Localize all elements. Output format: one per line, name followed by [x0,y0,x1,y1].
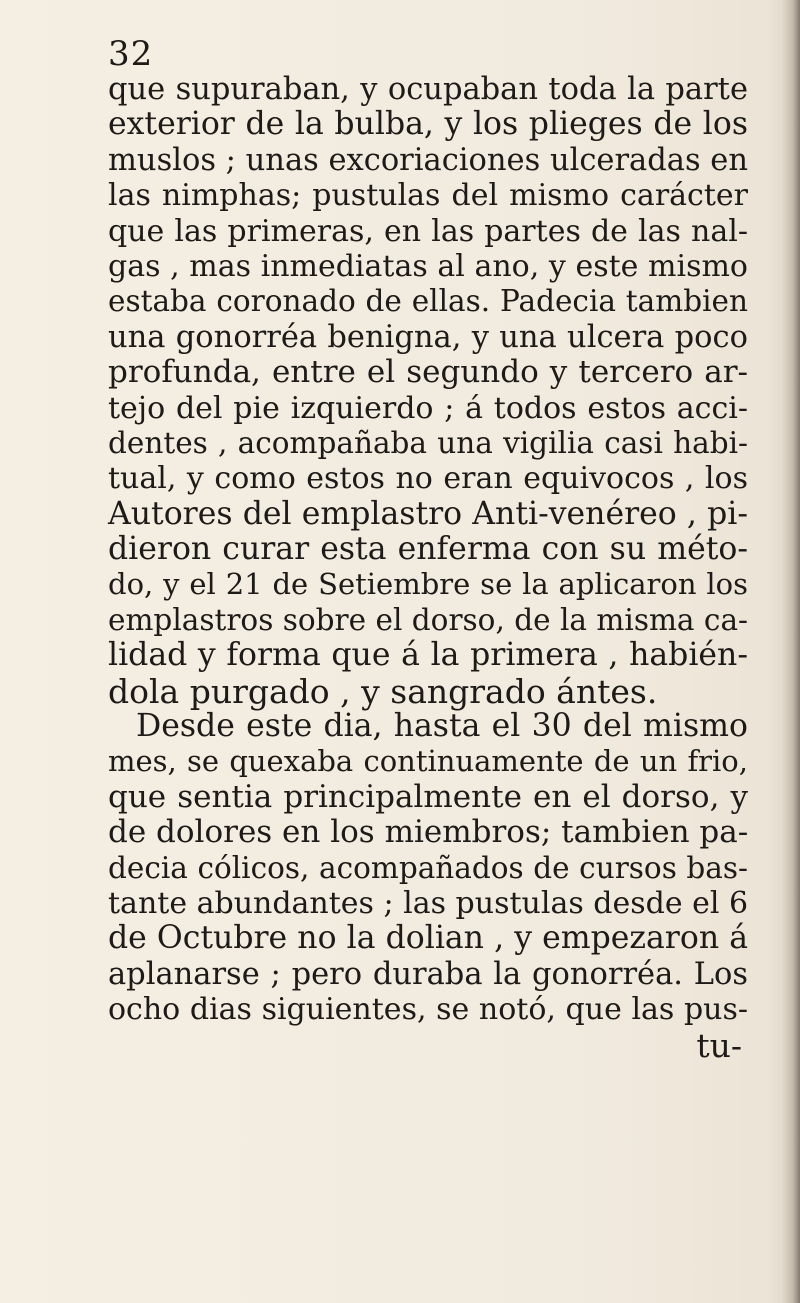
text-line-26: aplanarse ; pero duraba la gonorréa. Los [108,956,748,992]
text-line-17: lidad y forma que á la primera , habién- [108,637,748,674]
text-line-10: tejo del pie izquierdo ; á todos estos acci- [108,390,748,426]
body-text [108,72,748,1063]
text-line-27: ocho dias siguientes, se notó, que las pus- [108,992,748,1028]
text-line-16: emplastros sobre el dorso, de la misma ca- [108,602,748,637]
text-line-2: exterior de la bulba, y los plieges de los [108,106,748,143]
text-line-8: una gonorréa benigna, y una ulcera poco [108,319,748,355]
text-line-24: tante abundantes ; las pustulas desde el 6 [108,885,749,921]
catchword: tu- [696,1025,742,1065]
text-line-19: Desde este dia, hasta el 30 del mismo [136,708,748,745]
text-line-5: que las primeras, en las partes de las nal- [108,213,748,249]
text-line-6: gas , mas inmediatas al ano, y este mismo [108,248,748,284]
text-line-14: dieron curar esta enferma con su méto- [108,531,748,568]
text-line-21: que sentia principalmente en el dorso, y [108,778,748,815]
text-line-12: tual, y como estos no eran equivocos , los [108,461,748,497]
text-line-20: mes, se quexaba continuamente de un frio, [108,744,748,779]
text-line-9: profunda, entre el segundo y tercero ar- [108,354,748,391]
text-line-23: decia cólicos, acompañados de cursos bas- [108,850,748,885]
text-line-7: estaba coronado de ellas. Padecia tambien [108,284,748,319]
text-line-13: Autores del emplastro Anti-venéreo , pi- [108,495,748,532]
text-line-1: que supuraban, y ocupaban toda la parte [108,72,748,107]
page-number: 32 [108,34,154,74]
text-line-25: de Octubre no la dolian , y empezaron á [108,920,748,957]
text-line-3: muslos ; unas excoriaciones ulceradas en [108,142,748,178]
text-line-4: las nimphas; pustulas del mismo carácter [108,178,748,214]
text-line-15: do, y el 21 de Setiembre se la aplicaron los [108,567,748,602]
text-line-22: de dolores en los miembros; tambien pa- [108,814,749,851]
text-line-11: dentes , acompañaba una vigilia casi habi- [108,425,748,460]
page-edge-shadow [782,0,800,1303]
text-line-18: dola purgado , y sangrado ántes. [108,671,658,711]
